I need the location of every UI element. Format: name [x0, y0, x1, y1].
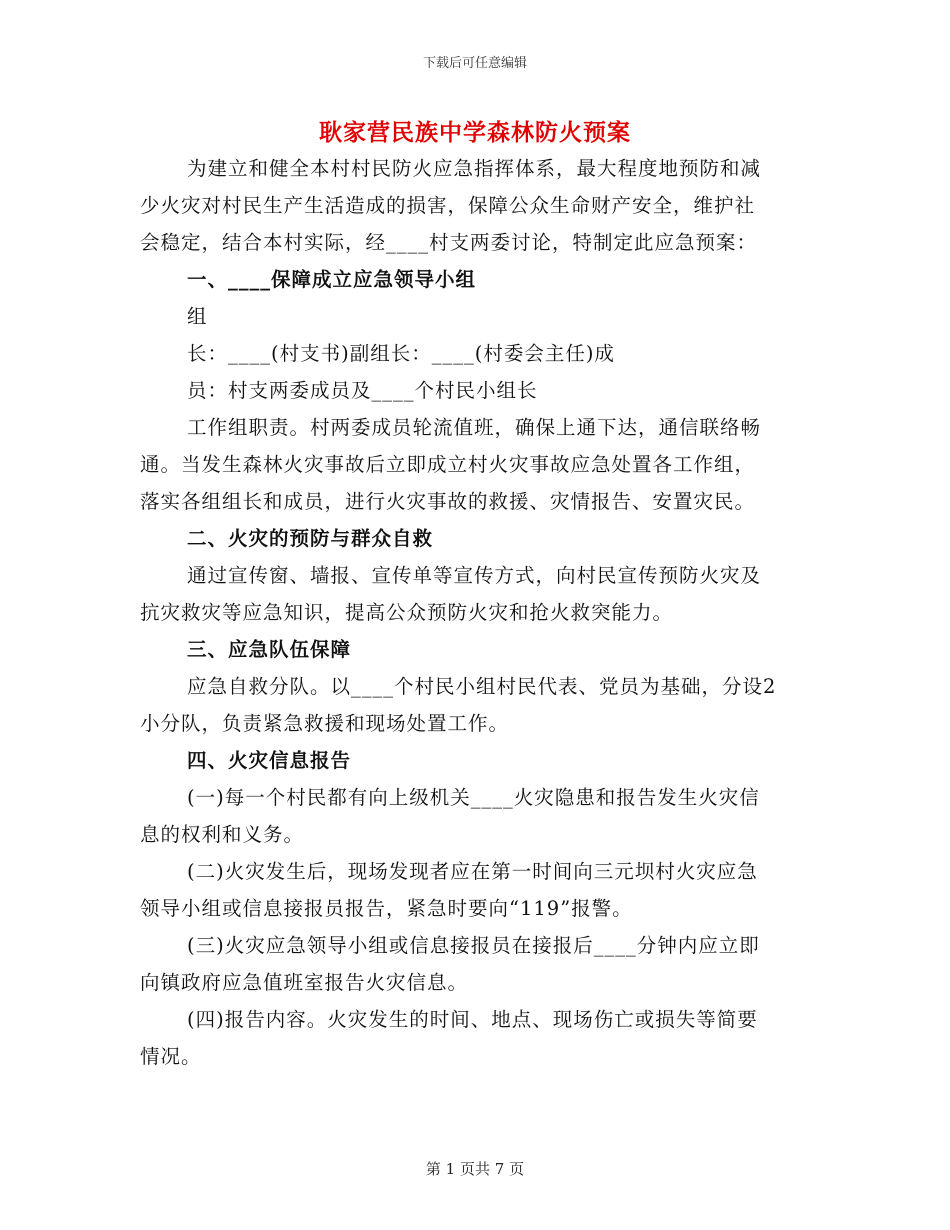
paragraph-line: (三)火灾应急领导小组或信息接报员在接报后____分钟内应立即	[187, 934, 760, 957]
paragraph-line: 领导小组或信息接报员报告，紧急时要向“119”报警。	[140, 897, 633, 920]
paragraph-line: 应急自救分队。以____个村民小组村民代表、党员为基础，分设2	[187, 675, 777, 698]
page-header: 下载后可任意编辑	[422, 56, 527, 71]
paragraph-line: 会稳定，结合本村实际，经____村支两委讨论，特制定此应急预案：	[140, 231, 758, 254]
section-heading: 四、火灾信息报告	[187, 749, 352, 772]
document-title: 耿家营民族中学森林防火预案	[319, 119, 631, 146]
section-heading: 一、____保障成立应急领导小组	[187, 268, 477, 291]
paragraph-line: 长：____(村支书)副组长：____(村委会主任)成	[187, 342, 615, 365]
paragraph-line: 情况。	[140, 1045, 202, 1068]
paragraph-line: 员：村支两委成员及____个村民小组长	[187, 379, 538, 402]
paragraph-line: 抗灾救灾等应急知识，提高公众预防火灾和抢火救突能力。	[140, 601, 674, 624]
paragraph-line: 息的权利和义务。	[140, 823, 305, 846]
paragraph-line: 为建立和健全本村村民防火应急指挥体系，最大程度地预防和减	[187, 157, 762, 180]
paragraph-line: (二)火灾发生后，现场发现者应在第一时间向三元坝村火灾应急	[187, 860, 758, 883]
paragraph-line: 通。当发生森林火灾事故后立即成立村火灾事故应急处置各工作组，	[140, 453, 756, 476]
paragraph-line: 少火灾对村民生产生活造成的损害，保障公众生命财产安全，维护社	[140, 194, 756, 217]
document-body	[140, 150, 810, 1075]
paragraph-line: 向镇政府应急值班室报告火灾信息。	[140, 971, 469, 994]
paragraph-line: 工作组职责。村两委成员轮流值班，确保上通下达，通信联络畅	[187, 416, 762, 439]
paragraph-line: 小分队，负责紧急救援和现场处置工作。	[140, 712, 510, 735]
section-heading: 三、应急队伍保障	[187, 638, 352, 661]
paragraph-line: 落实各组组长和成员，进行火灾事故的救援、灾情报告、安置灾民。	[140, 490, 756, 513]
page-footer: 第 1 页共 7 页	[425, 1160, 525, 1178]
paragraph-line: 通过宣传窗、墙报、宣传单等宣传方式，向村民宣传预防火灾及	[187, 564, 762, 587]
section-heading: 二、火灾的预防与群众自救	[187, 527, 434, 550]
paragraph-line: (一)每一个村民都有向上级机关____火灾隐患和报告发生火灾信	[187, 786, 760, 809]
paragraph-line: (四)报告内容。火灾发生的时间、地点、现场伤亡或损失等简要	[187, 1008, 758, 1031]
paragraph-line: 组	[187, 305, 208, 328]
